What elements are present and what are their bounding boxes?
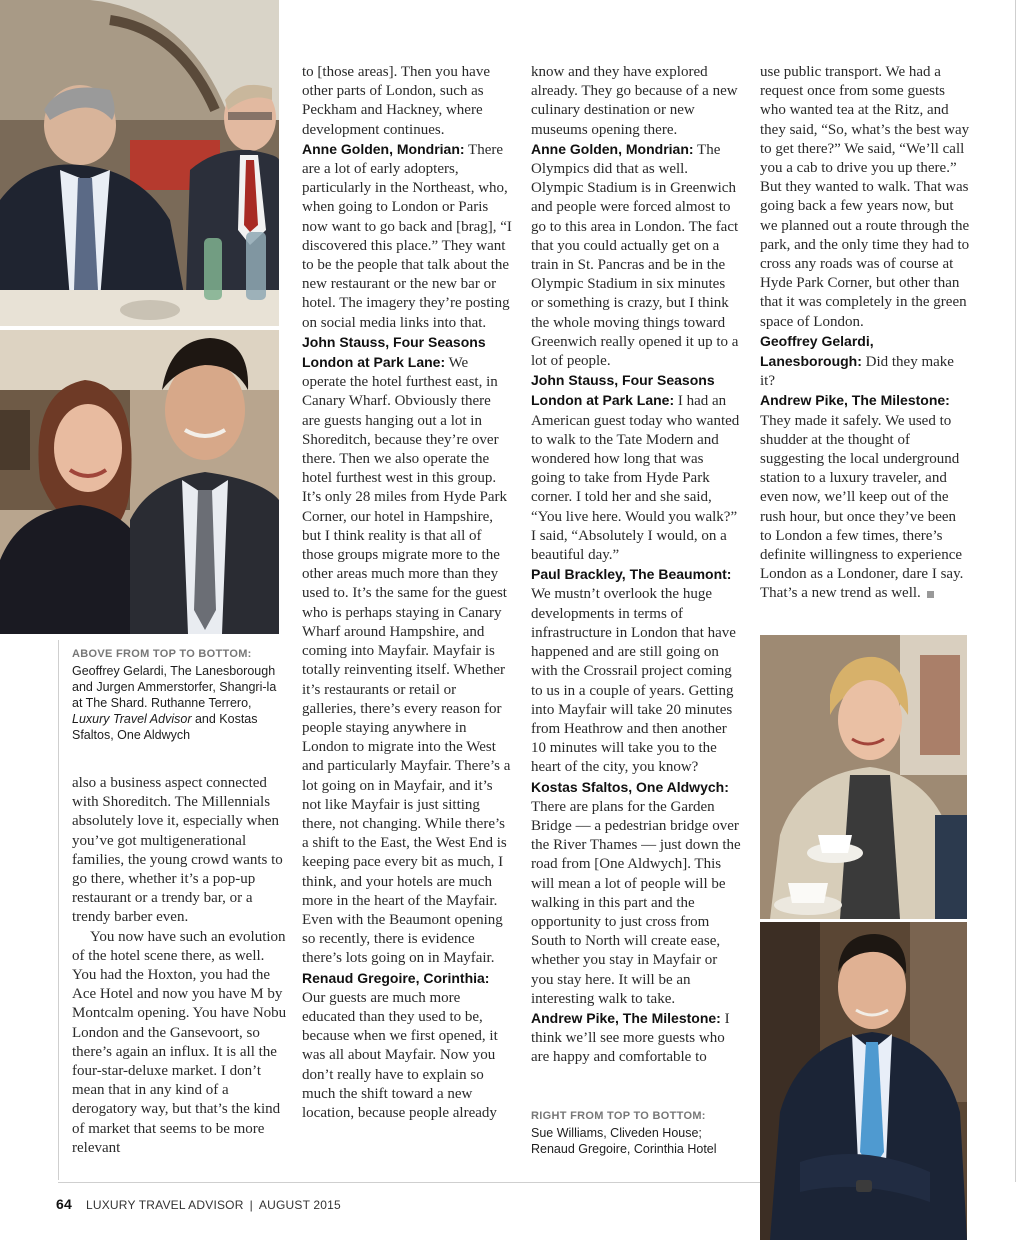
- paragraph: [760, 332, 970, 392]
- article-column-3: [531, 63, 741, 1068]
- article-column-4: [760, 63, 970, 604]
- speaker-name: Anne Golden, Mondrian:: [302, 140, 465, 157]
- speaker-quote: They made it safely. We used to shudder at the thought of suggesting the local underground station to a luxury traveler, and even now, we’ll keep out of the rush hour, but once they’ve been to London a few times, there’s definite willingness to experience London as a Londoner, dare I say. That’s a new trend as well.: [760, 412, 964, 602]
- publication-name: LUXURY TRAVEL ADVISOR: [85, 1198, 244, 1212]
- caption-right-text: Sue Williams, Cliveden House; Renaud Gregoire, Corinthia Hotel: [531, 1126, 717, 1156]
- caption-left-heading: ABOVE FROM TOP TO BOTTOM:: [72, 648, 252, 660]
- speaker-quote: I think we’ll see more guests who are happy and comfortable to: [531, 1010, 730, 1066]
- speaker-name: John Stauss, Four Seasons London at Park Lane:: [302, 333, 486, 371]
- speaker-name: Anne Golden, Mondrian:: [531, 140, 694, 157]
- caption-right: [531, 1108, 746, 1157]
- paragraph: [531, 1009, 741, 1068]
- paragraph: to [those areas]. Then you have other parts of London, such as Peckham and Hackney, where development continues.: [302, 64, 490, 138]
- photo-man-in-suit-arms-crossed-icon: [760, 922, 967, 1240]
- caption-left-text-1: Geoffrey Gelardi, The Lanesborough and Jurgen Ammerstorfer, Shangri-la at The Shard. Ruthanne Terrero,: [72, 664, 277, 710]
- caption-left: [72, 646, 282, 743]
- paragraph: [302, 140, 512, 333]
- speaker-quote: Did they make it?: [760, 354, 954, 390]
- speaker-name: Andrew Pike, The Milestone:: [760, 392, 950, 409]
- photo-woman-and-man-smiling-icon: [0, 330, 279, 634]
- paragraph: [302, 333, 512, 969]
- paragraph: [531, 371, 741, 565]
- speaker-quote: Our guests are much more educated than they used to be, because when we first opened, it was all about Mayfair. Now you don’t really have to explain so much the shift toward a new location, because people already: [302, 989, 498, 1121]
- speaker-name: Andrew Pike, The Milestone:: [531, 1009, 721, 1026]
- page-number: 64: [56, 1196, 72, 1212]
- paragraph: You now have such an evolution of the hotel scene there, as well. You had the Hoxton, you had the Ace Hotel and now you have M by Montcalm opening. You have Nobu London and the Gansevoort, so there’s again an influx. It is all the four-star-deluxe market. I don’t mean that in any kind of a derogatory way, but that’s the kind of market that seems to be more relevant: [72, 928, 287, 1156]
- speaker-quote: I had an American guest today who wanted to walk to the Tate Modern and wondered how long that was going to take from Hyde Park corner. I told her and she said, “You live here. Would you walk?” I said, “Absolutely I would, on a beautiful day.”: [531, 393, 740, 564]
- speaker-quote: There are plans for the Garden Bridge — a pedestrian bridge over the River Thames — just down the road from [One Aldwych]. This will mean a lot of people will be walking in this part and the opportunity to just cross from South to North will create ease, whether you stay in Mayfair or you stay here. It will be an interesting walk to take.: [531, 798, 741, 1007]
- photo-two-men-at-table-icon: [0, 0, 279, 326]
- photo-mid-left: [0, 330, 279, 634]
- speaker-name: Kostas Sfaltos, One Aldwych:: [531, 778, 729, 795]
- article-column-1: [72, 774, 287, 1158]
- speaker-quote: We mustn’t overlook the huge developments in terms of infrastructure in London that have happened and are still going on with the Crossrail project coming to us in a couple of years. Getting into Mayfair will take 20 minutes from Heathrow and then another 10 minutes will take you to the heart of the city, you know?: [531, 586, 736, 776]
- speaker-quote: There are a lot of early adopters, particularly in the Northeast, who, when going to London or Paris now want to go back and [brag], “I discovered this place.” They want to be the people that talk about the new restaurant or the new bar or hotel. The imagery they’re posting on social media links into that.: [302, 141, 512, 331]
- caption-left-text-2: and Kostas Sfaltos, One Aldwych: [72, 712, 258, 742]
- paragraph: [531, 778, 741, 1009]
- speaker-name: Geoffrey Gelardi, Lanesborough:: [760, 332, 874, 370]
- paragraph: [302, 969, 512, 1124]
- paragraph: [531, 565, 741, 777]
- paragraph: use public transport. We had a request once from some guests who wanted tea at the Ritz, and they said, “So, what’s the best way to get there?” We said, “We’ll call you a cab to drive you up there.” But they wanted to walk. That was going back a few years now, but we planned out a route through the park, and the only time they had to cross any roads was of course at Hyde Park Corner, but other than that it was completely in the green space of London.: [760, 64, 970, 330]
- paragraph: know and they have explored already. They go because of a new culinary destination or new museums opening there.: [531, 64, 738, 138]
- speaker-name: Paul Brackley, The Beaumont:: [531, 566, 732, 583]
- column-rule-left: [58, 640, 59, 1180]
- paragraph: also a business aspect connected with Shoreditch. The Millennials absolutely love it, especially when you’ve got multigenerational families, the young crowd wants to go there, whether it’s a pop-up restaurant or a trendy bar, or a trendy barber even.: [72, 775, 283, 926]
- footer-separator: |: [249, 1198, 253, 1212]
- caption-right-heading: RIGHT FROM TOP TO BOTTOM:: [531, 1110, 706, 1122]
- end-of-article-mark: [927, 591, 934, 598]
- speaker-quote: The Olympics did that as well. Olympic Stadium is in Greenwich and people were forced almost to go to this area in London. The fact that you could actually get on a train in St. Pancras and be in the Olympic Stadium in six minutes or something is crazy, but I think the whole moving things toward Greenwich really opened it up to a lot of people.: [531, 141, 739, 370]
- speaker-name: John Stauss, Four Seasons London at Park Lane:: [531, 372, 715, 409]
- paragraph: [531, 140, 741, 371]
- page-footer: [56, 1196, 341, 1212]
- photo-top-left: [0, 0, 279, 326]
- caption-left-text: [72, 663, 282, 743]
- article-column-2: [302, 63, 512, 1123]
- column-rule-right: [1015, 0, 1016, 1182]
- paragraph: [760, 391, 970, 603]
- photo-right-top: [760, 635, 967, 919]
- photo-woman-holding-teacup-icon: [760, 635, 967, 919]
- caption-left-publication: Luxury Travel Advisor: [72, 712, 192, 726]
- speaker-quote: We operate the hotel furthest east, in Canary Wharf. Obviously there are guests hanging out a lot in Shoreditch, because they’re over there. Then we also operate the hotel furthest west in this group. It’s only 28 miles from Hyde Park Corner, our hotel in Hampshire, but I think reality is that all of those groups migrate more to the other areas much more than they used to. It’s the same for the guest who is perhaps staying in Canary Wharf around Hampshire, and coming into Mayfair. Mayfair is totally reinventing itself. Whether it’s restaurants or retail or galleries, there’s every reason for people staying anywhere in London to migrate into the West and particularly Mayfair. There’s a lot going on in Mayfair, and it’s not like Mayfair is just sitting there, not changing. While there’s a shift to the East, the West End is keeping pace every bit as much, I think, and your hotels are much more in the heart of the Mayfair. Even with the Beaumont opening so recently, there is evidence there’s lots going on in Mayfair.: [302, 355, 511, 967]
- issue-date: AUGUST 2015: [258, 1198, 341, 1212]
- footer-rule: [58, 1182, 760, 1183]
- photo-right-bottom: [760, 922, 967, 1240]
- speaker-name: Renaud Gregoire, Corinthia:: [302, 969, 490, 986]
